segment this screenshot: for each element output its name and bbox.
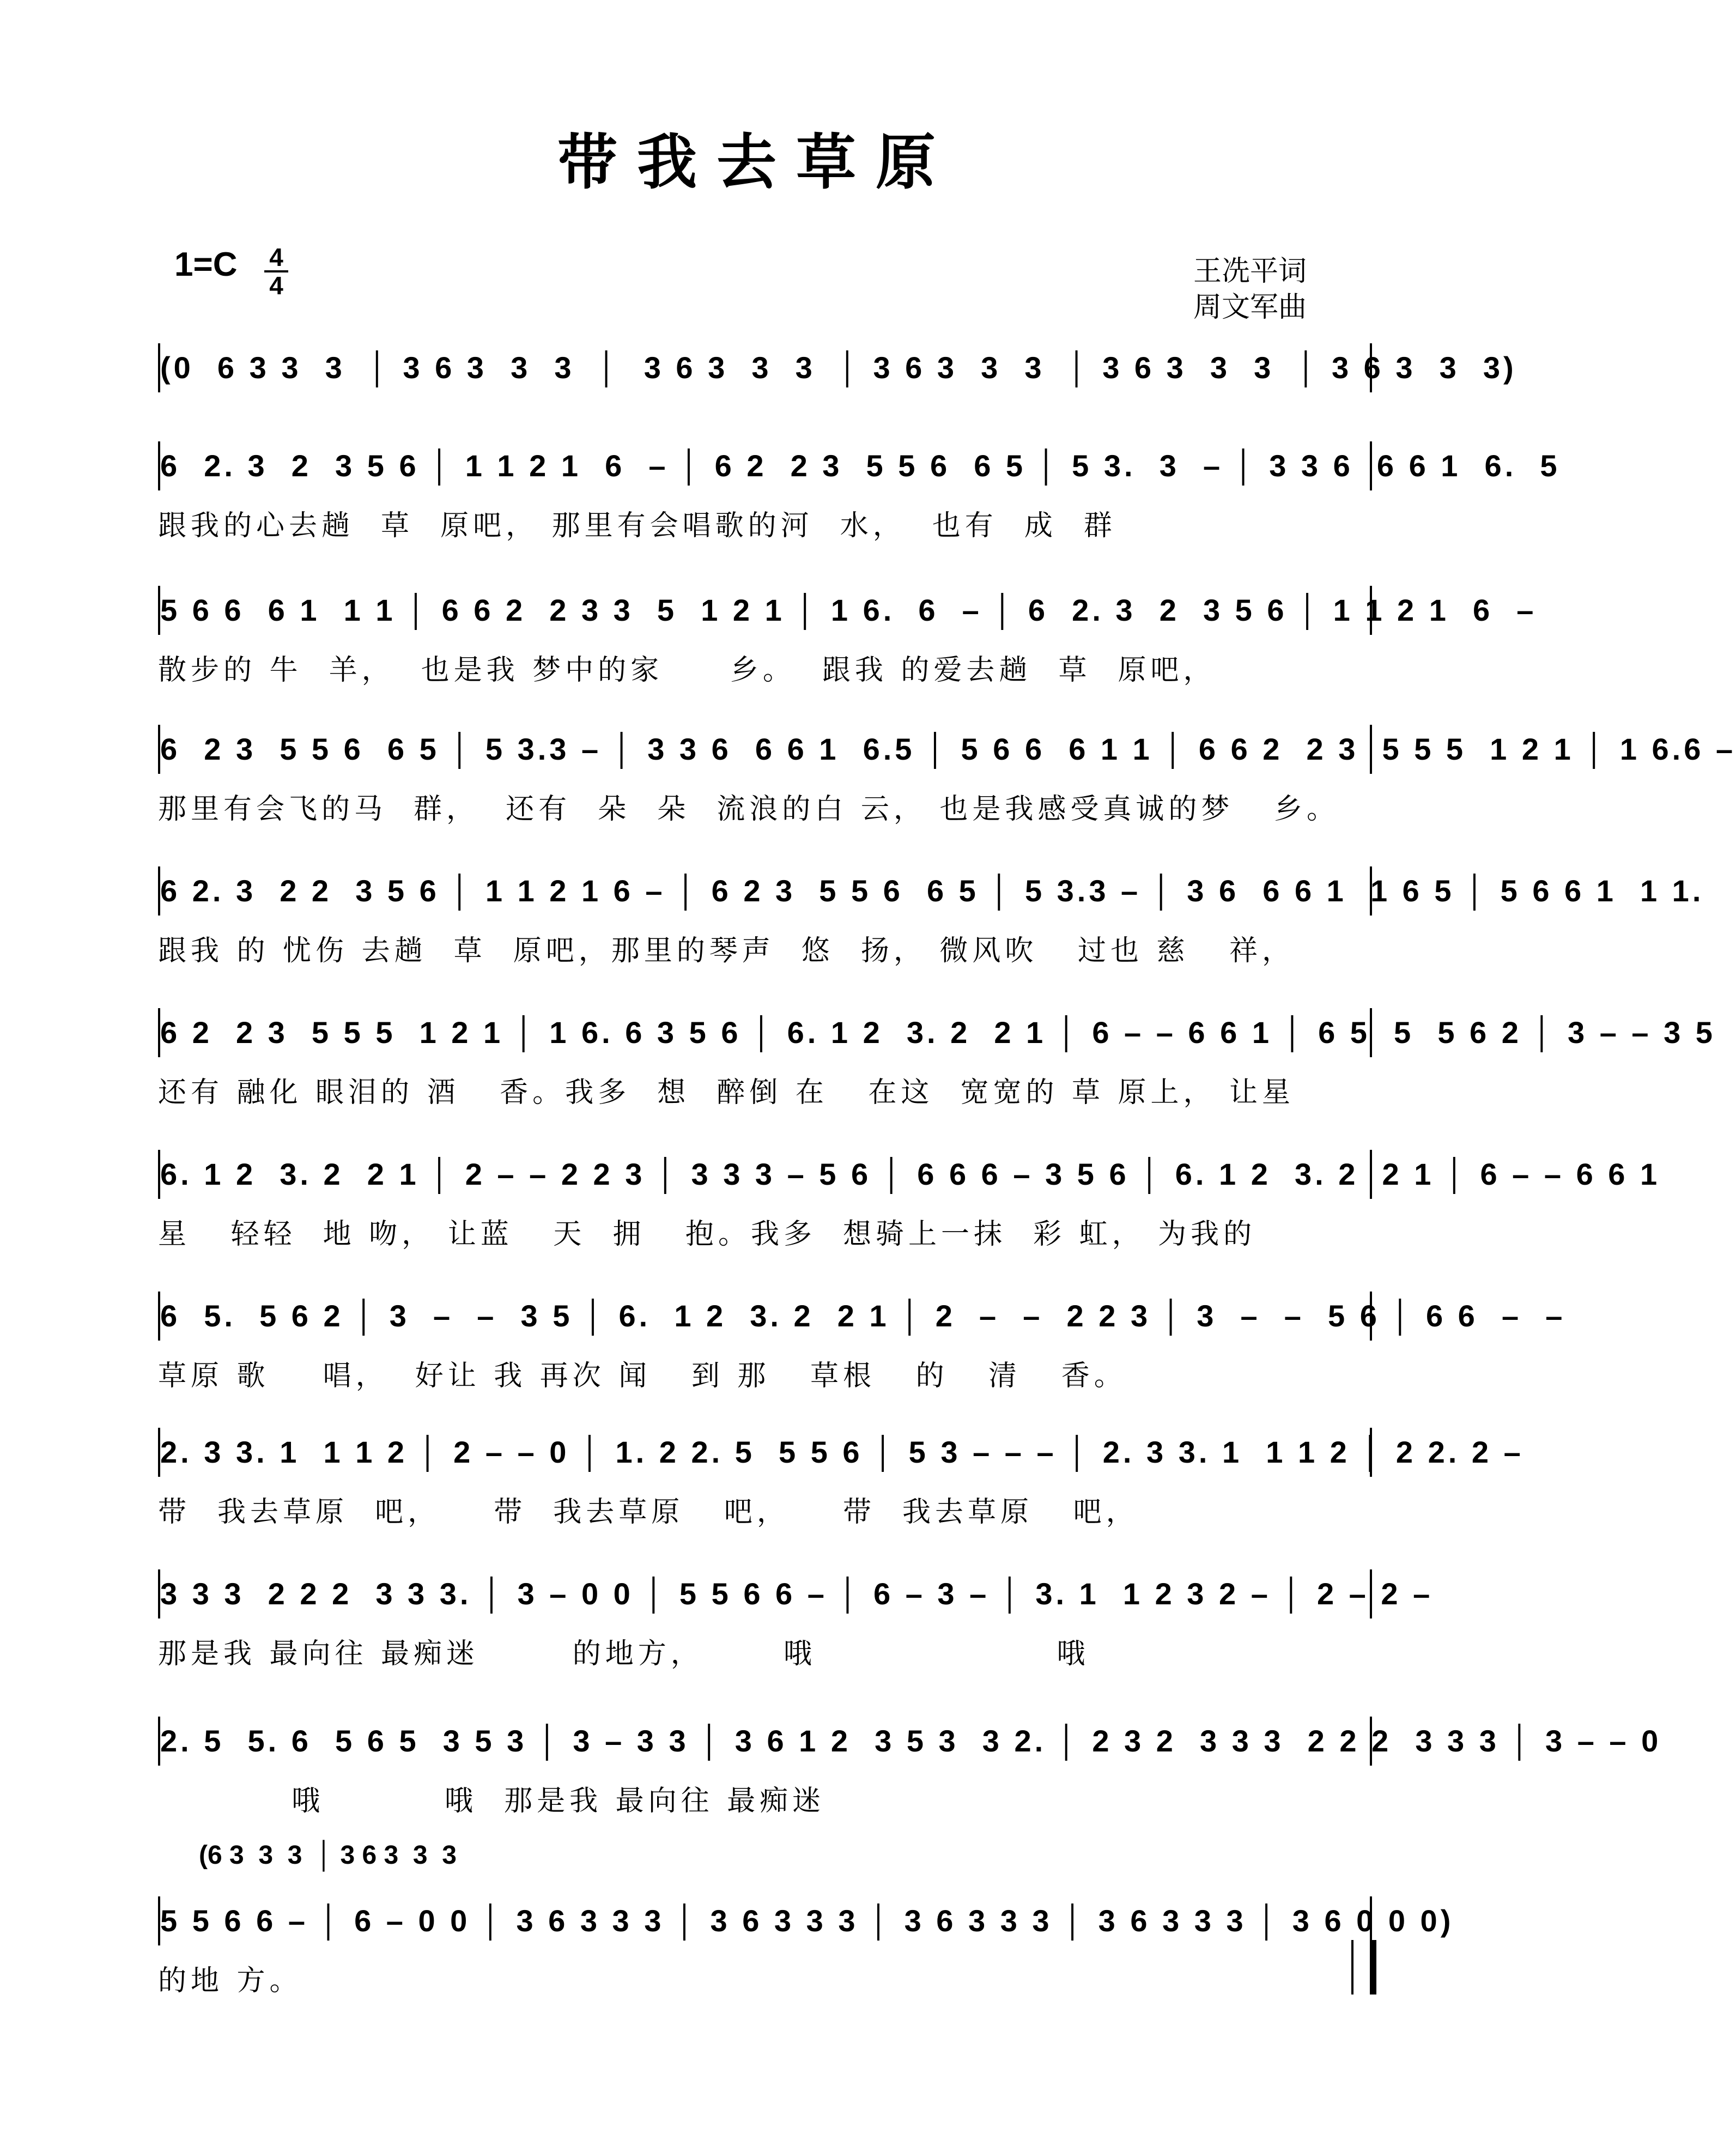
- lyrics: 那里有会飞的马 群， 还有 朵 朵 流浪的白 云， 也是我感受真诚的梦 乡。: [158, 793, 1339, 826]
- final-barline: [1351, 1940, 1376, 1994]
- staff-line-9: [158, 1428, 1524, 1564]
- staff-line-6: [158, 1008, 1716, 1144]
- intro-reprise-notes: (6 3 3 3 │ 3 6 3 3 3: [199, 1841, 457, 1870]
- staff-line-11: [158, 1717, 1662, 1853]
- notes: 5 5 6 6 – │ 6 – 0 0 │ 3 6 3 3 3 │ 3 6 3 3 3 │ 3 6 3 3 3 │ 3 6 3 3 3 │ 3 6 0 0 0): [158, 1896, 1372, 1945]
- notes: (0 6 3 3 3 │ 3 6 3 3 3 │ 3 6 3 3 3 │ 3 6 3 3 3 │ 3 6 3 3 3 │ 3 6 3 3 3): [158, 343, 1372, 392]
- lyrics: 的地 方。: [158, 1965, 302, 1997]
- lyrics: 还有 融化 眼泪的 酒 香。我多 想 醉倒 在 在这 宽宽的 草 原上， 让星: [158, 1076, 1295, 1109]
- staff-line-4: [158, 725, 1736, 861]
- notes: 5 6 6 6 1 1 1 │ 6 6 2 2 3 3 5 1 2 1 │ 1 6. 6 – │ 6 2. 3 2 3 5 6 │ 1 1 2 1 6 –: [158, 586, 1372, 635]
- lyrics: 跟我 的 忧伤 去趟 草 原吧，那里的琴声 悠 扬， 微风吹 过也 慈 祥，: [158, 935, 1295, 967]
- lyrics: 那是我 最向往 最痴迷 的地方， 哦 哦: [158, 1638, 1090, 1670]
- time-signature: [264, 245, 288, 298]
- lyrics: 跟我的心去趟 草 原吧， 那里有会唱歌的河 水， 也有 成 群: [158, 510, 1116, 542]
- notes: 2. 5 5. 6 5 6 5 3 5 3 │ 3 – 3 3 │ 3 6 1 2 3 5 3 3 2. │ 2 3 2 3 3 3 2 2 2 3 3 3 │ 3 – – 0: [158, 1717, 1372, 1766]
- credits: [1193, 253, 1307, 325]
- staff-line-5: [158, 866, 1704, 1003]
- lyrics: 星 轻轻 地 吻， 让蓝 天 拥 抱。我多 想骑上一抹 彩 虹， 为我的: [158, 1218, 1257, 1251]
- lyrics: 散步的 牛 羊， 也是我 梦中的家 乡。 跟我 的爱去趟 草 原吧，: [158, 654, 1216, 687]
- lyrics: 带 我去草原 吧， 带 我去草原 吧， 带 我去草原 吧，: [158, 1496, 1139, 1529]
- lyrics: 草原 歌 唱， 好让 我 再次 闻 到 那 草根 的 清 香。: [158, 1360, 1127, 1392]
- lyrics: 哦 哦 那是我 最向往 最痴迷: [158, 1785, 825, 1817]
- notes: 6 5. 5 6 2 │ 3 – – 3 5 │ 6. 1 2 3. 2 2 1 │ 2 – – 2 2 3 │ 3 – – 5 6 │ 6 6 – –: [158, 1292, 1372, 1341]
- song-title: 带我去草原: [557, 128, 955, 197]
- notes: 6 2. 3 2 3 5 6 │ 1 1 2 1 6 – │ 6 2 2 3 5 5 6 6 5 │ 5 3. 3 – │ 3 3 6 6 6 1 6. 5: [158, 441, 1372, 490]
- composer: 周文军曲: [1193, 291, 1307, 324]
- key-signature: 1=C: [174, 246, 238, 283]
- notes: 6. 1 2 3. 2 2 1 │ 2 – – 2 2 3 │ 3 3 3 – 5 6 │ 6 6 6 – 3 5 6 │ 6. 1 2 3. 2 2 1 │ 6 – – 6 6 1: [158, 1150, 1372, 1199]
- staff-line-8: [158, 1292, 1566, 1428]
- staff-line-10: [158, 1569, 1434, 1706]
- staff-line-2: [158, 441, 1561, 578]
- staff-line-7: [158, 1150, 1661, 1286]
- time-signature-bottom: 4: [269, 271, 283, 300]
- staff-line-3: [158, 586, 1537, 722]
- notes: 6 2. 3 2 2 3 5 6 │ 1 1 2 1 6 – │ 6 2 3 5 5 6 6 5 │ 5 3.3 – │ 3 6 6 6 1 1 6 5 │ 5 6 6 1 1 1.: [158, 866, 1372, 916]
- notes: 6 2 3 5 5 6 6 5 │ 5 3.3 – │ 3 3 6 6 6 1 6.5 │ 5 6 6 6 1 1 │ 6 6 2 2 3 5 5 5 1 2 1 │ 1 6.6 –: [158, 725, 1372, 774]
- notes: 3 3 3 2 2 2 3 3 3. │ 3 – 0 0 │ 5 5 6 6 – │ 6 – 3 – │ 3. 1 1 2 3 2 – │ 2 – 2 –: [158, 1569, 1372, 1618]
- staff-line-12: [158, 1896, 1454, 2033]
- time-signature-top: 4: [269, 243, 283, 271]
- notes: 2. 3 3. 1 1 1 2 │ 2 – – 0 │ 1. 2 2. 5 5 5 6 │ 5 3 – – – │ 2. 3 3. 1 1 1 2 │ 2 2. 2 –: [158, 1428, 1372, 1477]
- notes: 6 2 2 3 5 5 5 1 2 1 │ 1 6. 6 3 5 6 │ 6. 1 2 3. 2 2 1 │ 6 – – 6 6 1 │ 6 5 5 5 6 2 │ 3 – – 3 5: [158, 1008, 1372, 1057]
- lyricist: 王冼平词: [1193, 255, 1307, 288]
